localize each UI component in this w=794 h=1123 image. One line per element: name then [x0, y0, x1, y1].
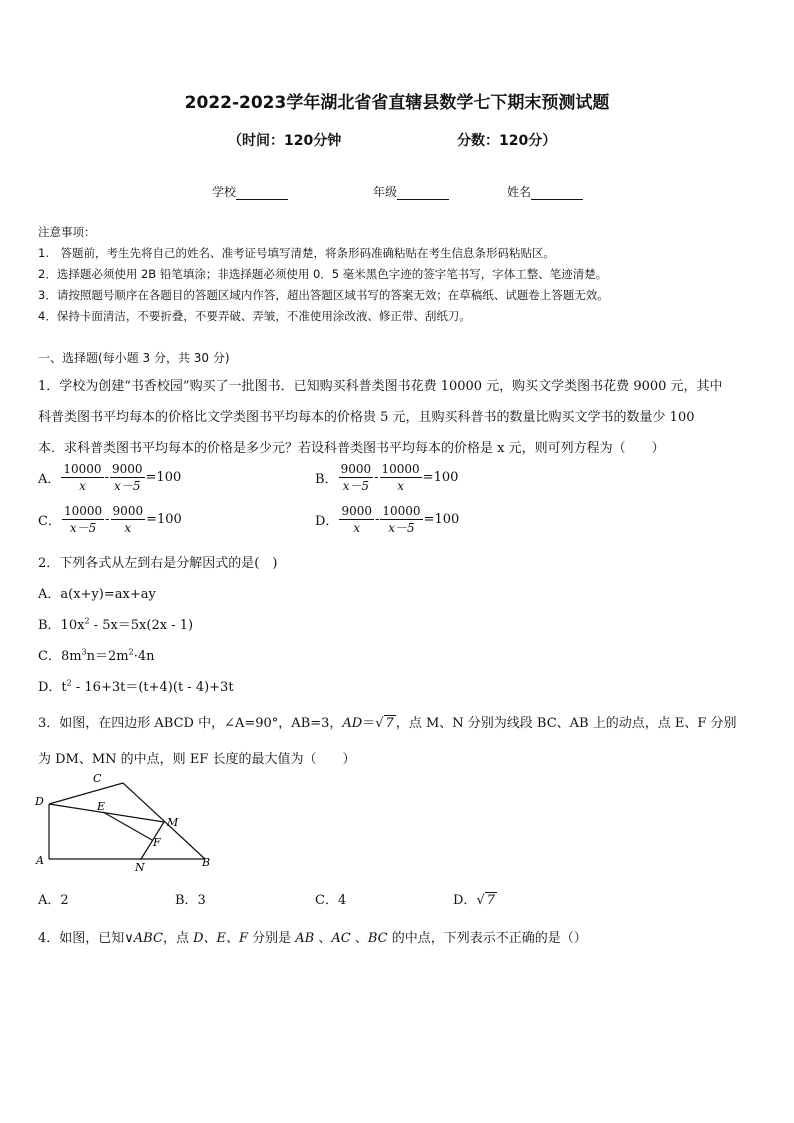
- label-m: M: [167, 816, 179, 829]
- name-field[interactable]: [507, 183, 583, 200]
- segment-dm: [49, 804, 164, 822]
- q1-stem-line: 1．学校为创建“书香校园”购买了一批图书．已知购买科普类图书花费 10000 元，购买文学类图书花费 9000 元，其中: [38, 379, 723, 394]
- q1-option-d[interactable]: [315, 504, 459, 535]
- q2-stem: 2．下列各式从左到右是分解因式的是( ): [38, 556, 278, 571]
- fraction: $\frac{10000}{x}$: [381, 462, 420, 493]
- q2-option-d[interactable]: D．$t^2 - 16+3t=(t+4)(t - 4)+3t$: [38, 678, 234, 695]
- sqrt-symbol: √ 7: [476, 893, 496, 908]
- equation-rhs: =100: [422, 470, 459, 485]
- grade-blank[interactable]: [397, 187, 449, 200]
- label-a: A: [36, 854, 44, 867]
- q4-stem: 4．如图，已知∨ABC，点 D、E、F 分别是 AB 、AC 、BC 的中点，下列表示不正确的是（）: [38, 931, 587, 946]
- notice-item: 4．保持卡面清洁，不要折叠，不要弄破、弄皱，不准使用涂改液、修正带、刮纸刀。: [38, 309, 471, 323]
- q3-option-a[interactable]: A．2: [38, 893, 69, 908]
- q3-quadrilateral-figure: [30, 768, 220, 878]
- q3-stem-line: 为 DM、MN 的中点，则 EF 长度的最大值为（ ）: [38, 752, 356, 767]
- minus-sign: -: [104, 470, 109, 485]
- notice-item: 1. 答题前，考生先将自己的姓名、准考证号填写清楚，将条形码准确粘贴在考生信息条形码粘贴区。: [38, 246, 555, 260]
- q2-option-a[interactable]: A．a(x+y)=ax+ay: [38, 587, 156, 602]
- equation-rhs: =100: [146, 512, 182, 527]
- fraction: $\frac{10000}{x-5}$: [63, 504, 103, 535]
- q1-option-a[interactable]: [38, 462, 181, 493]
- name-label: 姓名: [507, 185, 532, 199]
- q2-option-b[interactable]: B．$10x^2 - 5x=5x(2x - 1)$: [38, 616, 194, 633]
- option-label: C．: [38, 514, 61, 529]
- label-c: C: [93, 772, 102, 785]
- score-label: 分数：120分）: [457, 133, 557, 149]
- grade-field[interactable]: [373, 183, 449, 200]
- label-n: N: [135, 861, 145, 874]
- fraction: $\frac{9000}{x-5}$: [340, 462, 372, 493]
- equation-rhs: =100: [423, 512, 460, 527]
- minus-sign: -: [374, 512, 380, 527]
- q1-option-c[interactable]: [38, 504, 182, 535]
- school-blank[interactable]: [236, 187, 288, 200]
- fraction: $\frac{9000}{x}$: [341, 504, 372, 535]
- q1-option-b[interactable]: [315, 462, 458, 493]
- fraction: $\frac{9000}{x}$: [112, 504, 144, 535]
- name-blank[interactable]: [531, 187, 583, 200]
- notice-item: 2．选择题必须使用 2B 铅笔填涂；非选择题必须使用 0．5 毫米黑色字迹的签字笔书写，字体工整、笔迹清楚。: [38, 267, 608, 281]
- label-b: B: [202, 856, 211, 869]
- q2-option-c[interactable]: C．$8m^3n=2m^2\cdot 4n$: [38, 647, 155, 664]
- q3-option-d[interactable]: D．√ 7: [453, 893, 496, 908]
- grade-label: 年级: [373, 185, 398, 199]
- option-label: B．: [315, 472, 338, 487]
- q3-stem-line: 3．如图，在四边形 ABCD 中，∠A=90°，AB=3，AD＝√ 7 ，点 M、N 分别为线段 BC、AB 上的动点，点 E、F 分别: [38, 716, 737, 731]
- equation-rhs: =100: [145, 470, 182, 485]
- side-cb: [123, 783, 205, 859]
- fraction: $\frac{10000}{x}$: [63, 462, 102, 493]
- page-title: 2022-2023学年湖北省省直辖县数学七下期末预测试题: [184, 93, 610, 113]
- q1-stem-line: 本．求科普类图书平均每本的价格是多少元？若设科普类图书平均每本的价格是 x 元，则可列方程为（ ）: [38, 441, 665, 456]
- section-heading: 一、选择题(每小题 3 分，共 30 分): [38, 351, 230, 365]
- school-label: 学校: [212, 185, 237, 199]
- label-f: F: [153, 836, 161, 849]
- sqrt-symbol: √ 7: [375, 716, 394, 731]
- minus-sign: -: [374, 470, 379, 485]
- side-dc: [49, 783, 123, 804]
- label-e: E: [97, 800, 106, 813]
- school-field[interactable]: [212, 183, 288, 200]
- fraction: $\frac{10000}{x-5}$: [382, 504, 421, 535]
- q3-option-c[interactable]: C．4: [315, 893, 347, 908]
- q3-option-b[interactable]: B．3: [175, 893, 206, 908]
- option-label: A．: [38, 472, 61, 487]
- q1-stem-line: 科普类图书平均每本的价格比文学类图书平均每本的价格贵 5 元，且购买科普书的数量比购买文学书的数量少 100: [38, 410, 695, 425]
- time-label: （时间：120分钟: [228, 133, 342, 149]
- option-label: D．: [315, 514, 339, 529]
- notice-heading: 注意事项：: [38, 225, 96, 239]
- notice-item: 3．请按照题号顺序在各题目的答题区域内作答，超出答题区域书写的答案无效；在草稿纸、试题卷上答题无效。: [38, 288, 609, 302]
- label-d: D: [35, 795, 44, 808]
- minus-sign: -: [105, 512, 110, 527]
- fraction: $\frac{9000}{x-5}$: [111, 462, 143, 493]
